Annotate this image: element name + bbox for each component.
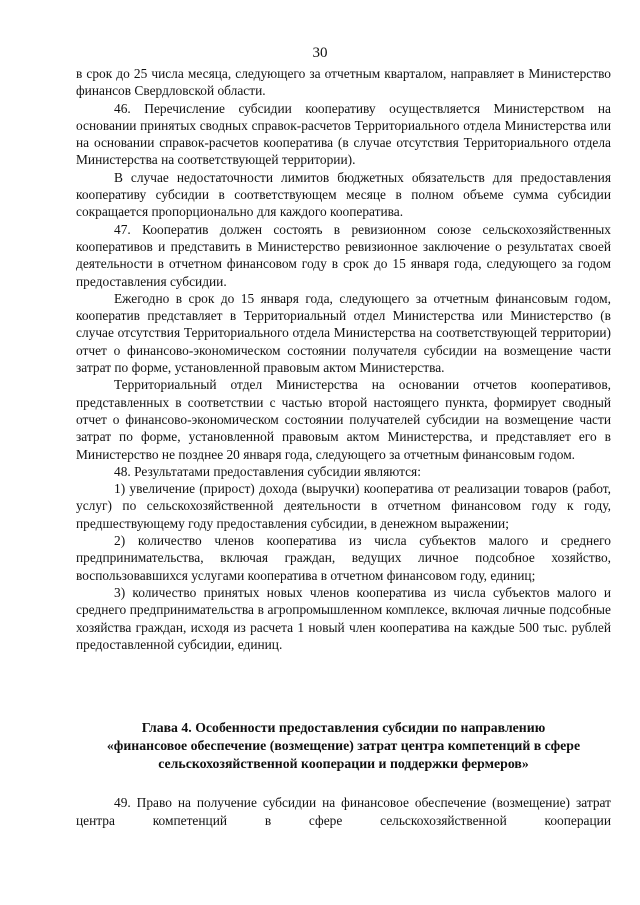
- paragraph-46: 46. Перечисление субсидии кооперативу осуществляется Министерством на основании принятых сводных справок-расчетов Территориального отдела Министерства или на основании справок-расчетов кооператива (в случае отсутствия Территориального отдела Министерства на соответствующей территории).: [76, 100, 611, 168]
- paragraph-49: 49. Право на получение субсидии на финансовое обеспечение (возмещение) затрат центра компетенций в сфере сельскохозяйственной кооперации: [76, 795, 611, 828]
- chapter-heading: [76, 719, 611, 773]
- chapter-heading-line-3: сельскохозяйственной кооперации и поддержки фермеров»: [158, 756, 529, 771]
- list-item-48-1: 1) увеличение (прирост) дохода (выручки) кооператива от реализации товаров (работ, услуг) по сельскохозяйственной деятельности в отчетном финансовом году к году, предшествующему году предоставления субсидии, в денежном выражении;: [76, 481, 611, 531]
- paragraph-47-annual-report: Ежегодно в срок до 15 января года, следующего за отчетным финансовым годом, кооператив представляет в Территориальный отдел Министерства или Министерство (в случае отсутствия Территориального отдела Министерства на соответствующей территории) отчет о финансово-экономическом состоянии получателя субсидии на возмещение части затрат по форме, установленной правовым актом Министерства.: [76, 290, 611, 376]
- document-body: [76, 65, 611, 653]
- page-number: 30: [312, 45, 328, 61]
- chapter-heading-line-2: «финансовое обеспечение (возмещение) затрат центра компетенций в сфере: [106, 738, 581, 753]
- document-body-continued: [76, 794, 611, 829]
- paragraph-46-limits: В случае недостаточности лимитов бюджетных обязательств для предоставления кооперативу субсидии в соответствующем месяце в полном объеме сумма субсидии сокращается пропорционально для каждого кооператива.: [76, 169, 611, 220]
- list-item-48-3: 3) количество принятых новых членов кооператива из числа субъектов малого и среднего предпринимательства в агропромышленном комплексе, включая личные подсобные хозяйства граждан, исходя из расчета 1 новый член кооператива на каждые 500 тыс. рублей предоставленной субсидии, единиц.: [76, 584, 611, 652]
- chapter-heading-line-1: Глава 4. Особенности предоставления субсидии по направлению: [141, 720, 546, 735]
- paragraph-47: 47. Кооператив должен состоять в ревизионном союзе сельскохозяйственных кооперативов и представить в Министерство ревизионное заключение о результатах своей деятельности в отчетном финансовом году в срок до 15 января года, следующего за годом предоставления субсидии.: [76, 221, 611, 289]
- paragraph-48: 48. Результатами предоставления субсидии являются:: [114, 463, 421, 479]
- list-item-48-2: 2) количество членов кооператива из числа субъектов малого и среднего предпринимательства, включая граждан, ведущих личное подсобное хозяйство, воспользовавшихся услугами кооператива в отчетном финансовом году, единиц;: [76, 533, 611, 583]
- paragraph-continuation: в срок до 25 числа месяца, следующего за отчетным кварталом, направляет в Министерство финансов Свердловской области.: [76, 66, 611, 99]
- paragraph-47-consolidated-report: Территориальный отдел Министерства на основании отчетов кооперативов, представленных в соответствии с частью второй настоящего пункта, формирует сводный отчет о финансово-экономическом состоянии получателей субсидии на возмещение части затрат по форме, установленной правовым актом Министерства, и представляет его в Министерство не позднее 20 января года, следующего за отчетным финансовым годом.: [76, 377, 611, 462]
